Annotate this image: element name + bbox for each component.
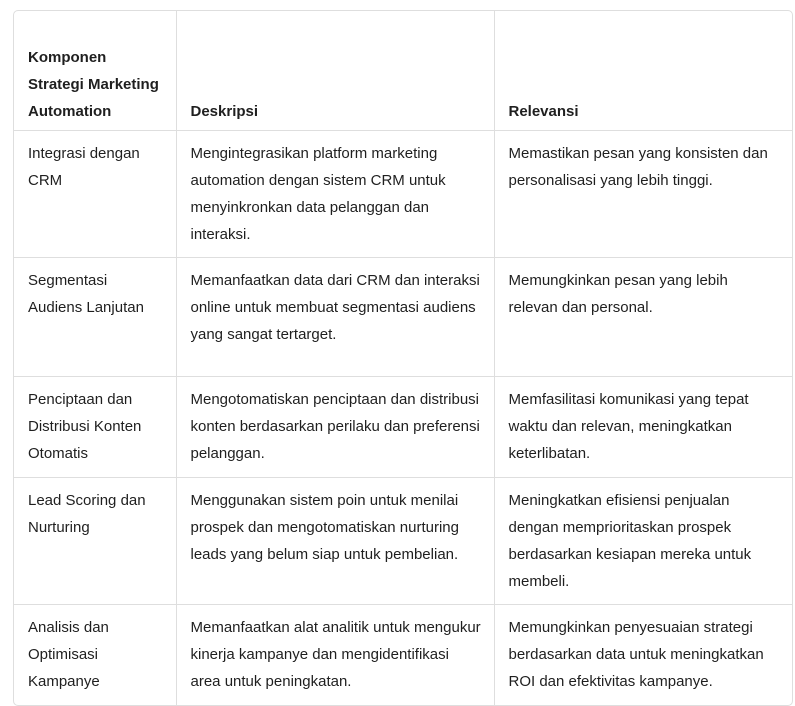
cell-relevansi: Memungkinkan pesan yang lebih relevan dan personal. xyxy=(494,258,792,377)
header-relevansi: Relevansi xyxy=(494,11,792,131)
strategy-table xyxy=(14,11,792,705)
cell-deskripsi: Mengintegrasikan platform marketing automation dengan sistem CRM untuk menyinkronkan data pelanggan dan interaksi. xyxy=(176,131,494,258)
cell-relevansi: Meningkatkan efisiensi penjualan dengan memprioritaskan prospek berdasarkan kesiapan mereka untuk membeli. xyxy=(494,478,792,605)
table-header-row xyxy=(14,11,792,131)
table-row xyxy=(14,258,792,377)
cell-komponen: Lead Scoring dan Nurturing xyxy=(14,478,176,605)
header-deskripsi: Deskripsi xyxy=(176,11,494,131)
table-row xyxy=(14,478,792,605)
cell-deskripsi: Mengotomatiskan penciptaan dan distribusi konten berdasarkan perilaku dan preferensi pelanggan. xyxy=(176,377,494,478)
table-row xyxy=(14,377,792,478)
strategy-table-container xyxy=(13,10,793,706)
cell-komponen: Integrasi dengan CRM xyxy=(14,131,176,258)
cell-komponen: Analisis dan Optimisasi Kampanye xyxy=(28,619,109,690)
cell-deskripsi: Menggunakan sistem poin untuk menilai prospek dan mengotomatiskan nurturing leads yang belum siap untuk pembelian. xyxy=(176,478,494,605)
table-row xyxy=(14,131,792,258)
cell-relevansi: Memungkinkan penyesuaian strategi berdasarkan data untuk meningkatkan ROI dan efektivitas kampanye. xyxy=(494,605,792,706)
cell-relevansi: Memastikan pesan yang konsisten dan personalisasi yang lebih tinggi. xyxy=(494,131,792,258)
cell-komponen: Segmentasi Audiens Lanjutan xyxy=(14,258,176,377)
cell-deskripsi: Memanfaatkan alat analitik untuk mengukur kinerja kampanye dan mengidentifikasi area untuk peningkatan. xyxy=(176,605,494,706)
header-komponen: Komponen Strategi Marketing Automation xyxy=(14,11,176,131)
table-row xyxy=(14,605,792,706)
cell-relevansi: Memfasilitasi komunikasi yang tepat waktu dan relevan, meningkatkan keterlibatan. xyxy=(494,377,792,478)
cell-komponen: Penciptaan dan Distribusi Konten Otomatis xyxy=(14,377,176,478)
cell-deskripsi: Memanfaatkan data dari CRM dan interaksi online untuk membuat segmentasi audiens yang sangat tertarget. xyxy=(176,258,494,377)
